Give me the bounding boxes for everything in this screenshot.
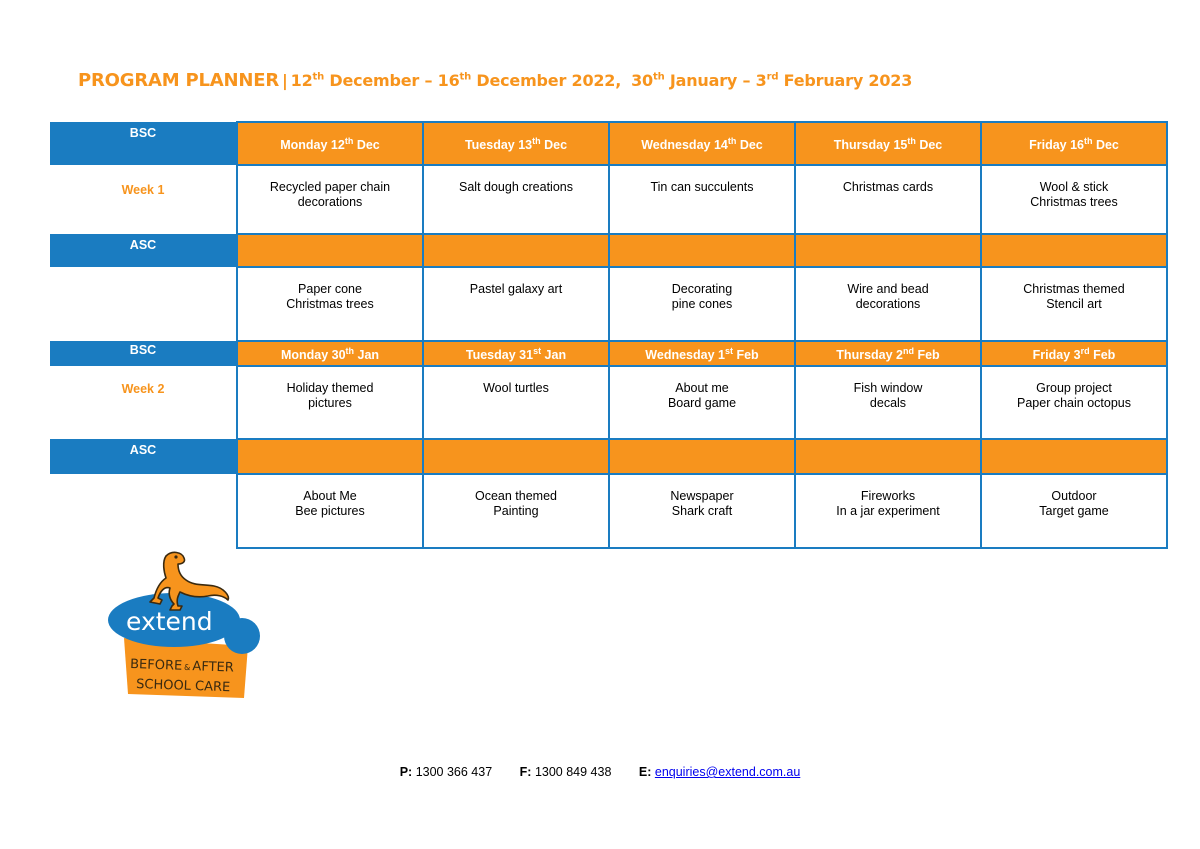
week-label: Week 1 — [121, 183, 165, 197]
bsc-label: BSC — [50, 122, 237, 165]
activity-cell: Holiday themed pictures — [237, 366, 423, 439]
orange-band — [423, 439, 609, 474]
orange-band — [795, 439, 981, 474]
day-header: Thursday 2nd Feb — [795, 341, 981, 366]
asc-label: ASC — [50, 439, 237, 474]
orange-band — [237, 234, 423, 267]
program-planner-table — [50, 121, 1168, 549]
activity-cell: Ocean themed Painting — [423, 474, 609, 548]
orange-band — [423, 234, 609, 267]
activity-cell: Wool turtles — [423, 366, 609, 439]
activity-cell: Wool & stick Christmas trees — [981, 165, 1167, 234]
title-main: PROGRAM PLANNER — [78, 70, 279, 91]
week1-bsc-row — [50, 165, 1167, 234]
orange-band — [237, 439, 423, 474]
page-title: PROGRAM PLANNER | 12th December – 16th December 2022, 30th January – 3rd February 2023 — [78, 70, 913, 91]
activity-cell: Christmas cards — [795, 165, 981, 234]
activity-cell: Salt dough creations — [423, 165, 609, 234]
activity-cell: Fireworks In a jar experiment — [795, 474, 981, 548]
day-header: Friday 3rd Feb — [981, 341, 1167, 366]
week-label: Week 2 — [121, 382, 165, 396]
orange-band — [609, 439, 795, 474]
contact-footer — [0, 765, 1200, 779]
day-header: Tuesday 13th Dec — [423, 122, 609, 165]
orange-band — [609, 234, 795, 267]
orange-band — [981, 234, 1167, 267]
bsc-label: BSC — [50, 341, 237, 366]
footer-phone: P: 1300 366 437 — [399, 765, 493, 779]
asc-label: ASC — [50, 234, 237, 267]
footer-email: E: enquiries@extend.com.au — [638, 765, 801, 779]
activity-cell: Newspaper Shark craft — [609, 474, 795, 548]
extend-logo — [106, 548, 266, 703]
week2-bsc-row — [50, 366, 1167, 439]
activity-cell: Pastel galaxy art — [423, 267, 609, 341]
activity-cell: Decorating pine cones — [609, 267, 795, 341]
activity-cell: Tin can succulents — [609, 165, 795, 234]
day-header: Wednesday 14th Dec — [609, 122, 795, 165]
activity-cell: Fish window decals — [795, 366, 981, 439]
week1-asc-row — [50, 267, 1167, 341]
logo-blue-circle — [224, 618, 260, 654]
logo-brand: extend — [126, 607, 213, 636]
week2-asc-header-row — [50, 439, 1167, 474]
week2-asc-row — [50, 474, 1167, 548]
activity-cell: Wire and bead decorations — [795, 267, 981, 341]
email-link[interactable]: enquiries@extend.com.au — [654, 765, 801, 779]
orange-band — [795, 234, 981, 267]
activity-cell: Christmas themed Stencil art — [981, 267, 1167, 341]
day-header: Monday 30th Jan — [237, 341, 423, 366]
logo-tagline-2: SCHOOL CARE — [135, 677, 231, 696]
day-header: Friday 16th Dec — [981, 122, 1167, 165]
activity-cell: Group project Paper chain octopus — [981, 366, 1167, 439]
day-header: Wednesday 1st Feb — [609, 341, 795, 366]
week1-asc-header-row — [50, 234, 1167, 267]
activity-cell: Recycled paper chain decorations — [237, 165, 423, 234]
week2-header-row — [50, 341, 1167, 366]
footer-fax: F: 1300 849 438 — [519, 765, 612, 779]
activity-cell: Outdoor Target game — [981, 474, 1167, 548]
logo-tagline-1: BEFORE & AFTER — [129, 657, 235, 676]
day-header: Thursday 15th Dec — [795, 122, 981, 165]
title-separator: | — [281, 71, 288, 90]
week1-header-row — [50, 122, 1167, 165]
activity-cell: About Me Bee pictures — [237, 474, 423, 548]
day-header: Tuesday 31st Jan — [423, 341, 609, 366]
day-header: Monday 12th Dec — [237, 122, 423, 165]
activity-cell: Paper cone Christmas trees — [237, 267, 423, 341]
orange-band — [981, 439, 1167, 474]
activity-cell: About me Board game — [609, 366, 795, 439]
